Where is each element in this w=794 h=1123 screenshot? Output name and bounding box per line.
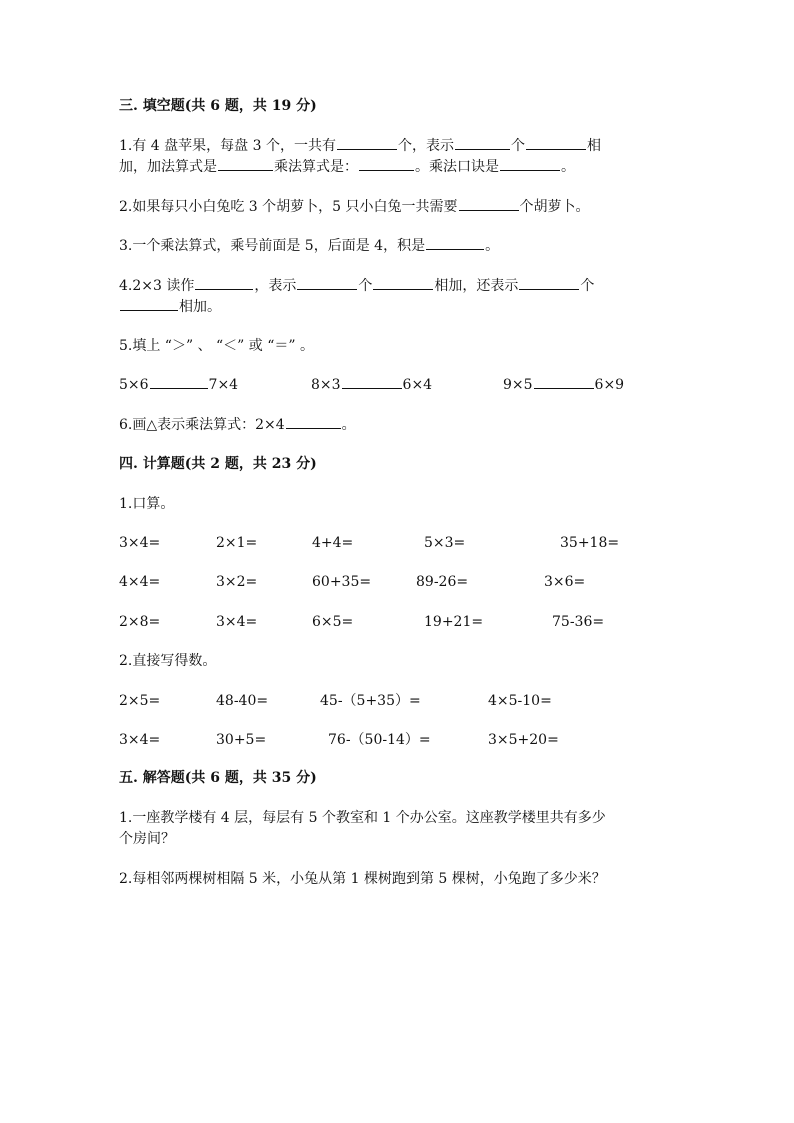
question-text: 相加，还表示 [434,278,519,294]
question-3-2 [119,197,590,217]
calc-item: 4×4= [119,574,161,590]
compare-item [311,375,432,395]
answer-blank[interactable] [150,375,208,389]
question-4-1 [119,494,174,514]
question-number: 3. [119,238,133,254]
compare-item [119,375,238,395]
calc-item: 3×2= [216,574,258,590]
calc-item: 45-（5+35）= [320,693,421,709]
calc-item: 60+35= [312,574,372,590]
question-3-6 [119,415,356,435]
section-3-title: 三. 填空题(共 6 题，共 19 分) [119,98,317,114]
calc-item: 2×1= [216,535,258,551]
question-number: 6. [119,417,133,433]
question-5-1-line-1 [119,808,606,828]
question-text: 如果每只小白兔吃 3 个胡萝卜，5 只小白兔一共需要 [132,199,458,215]
calc-item: 3×4= [119,732,161,748]
calc-item: 30+5= [216,732,267,748]
answer-blank[interactable] [455,136,510,150]
question-text: 。 [341,417,356,433]
question-text: 。 [561,159,575,175]
question-number: 5. [119,338,133,354]
question-text: 有 4 盘苹果，每盘 3 个，一共有 [132,138,336,154]
question-4-2 [119,651,216,671]
calc-item: 19+21= [424,614,484,630]
answer-blank[interactable] [337,136,397,150]
answer-blank[interactable] [120,297,178,311]
answer-blank[interactable] [500,157,560,171]
answer-blank[interactable] [426,236,484,250]
section-4-title: 四. 计算题(共 2 题，共 23 分) [119,456,317,472]
question-text: 乘法算式是： [274,159,358,175]
question-number: 1. [119,138,133,154]
question-text: 一个乘法算式，乘号前面是 5，后面是 4，积是 [132,238,426,254]
question-number: 2. [119,653,133,669]
section-5-title: 五. 解答题(共 6 题，共 35 分) [119,770,317,786]
question-text: 个，表示 [397,138,454,154]
calc-item: 48-40= [216,693,269,709]
calc-item: 3×4= [119,535,161,551]
answer-blank[interactable] [359,157,414,171]
compare-left: 8×3 [311,377,341,393]
calc-item: 3×5+20= [488,732,559,748]
answer-blank[interactable] [373,276,433,290]
question-text: 个 [358,278,373,294]
question-3-1-line-2 [119,157,575,177]
calc-item: 4+4= [312,535,354,551]
answer-blank[interactable] [286,415,341,429]
question-text: 填上 “＞” 、 “＜” 或 “＝” 。 [132,338,315,354]
answer-blank[interactable] [526,136,586,150]
question-3-1-line-1 [119,136,601,156]
compare-right: 7×4 [208,377,239,393]
answer-blank[interactable] [519,276,579,290]
question-text: 个 [510,138,525,154]
question-text: 2×3 读作 [132,278,195,294]
question-text: 。 [485,238,500,254]
question-text: 。乘法口诀是 [415,159,499,175]
question-text: 相 [586,138,601,154]
question-3-5 [119,336,314,356]
compare-left: 9×5 [503,377,533,393]
question-text: 画△表示乘法算式：2×4 [132,417,285,433]
calc-item: 2×8= [119,614,161,630]
calc-item: 4×5-10= [488,693,552,709]
question-text: 一座教学楼有 4 层，每层有 5 个教室和 1 个办公室。这座教学楼里共有多少 [132,810,606,826]
calc-item: 3×6= [544,574,586,590]
question-number: 1. [119,810,133,826]
question-3-4-line-1 [119,276,594,296]
question-5-1-line-2: 个房间？ [119,831,175,847]
answer-blank[interactable] [195,276,253,290]
compare-left: 5×6 [119,377,149,393]
calc-item: 76-（50-14）= [328,732,431,748]
calc-item: 2×5= [119,693,161,709]
calc-item: 5×3= [424,535,466,551]
question-text: ，表示 [254,278,297,294]
question-text: 每相邻两棵树相隔 5 米，小兔从第 1 棵树跑到第 5 棵树，小兔跑了多少米？ [132,871,606,887]
answer-blank[interactable] [459,197,519,211]
compare-right: 6×4 [402,377,433,393]
question-text: 直接写得数。 [132,653,217,669]
compare-item [503,375,624,395]
answer-blank[interactable] [218,157,273,171]
question-number: 4. [119,278,133,294]
answer-blank[interactable] [342,375,402,389]
question-number: 1. [119,496,133,512]
question-text: 口算。 [132,496,175,512]
question-number: 2. [119,871,133,887]
calc-item: 3×4= [216,614,258,630]
calc-item: 89-26= [416,574,469,590]
question-text: 个胡萝卜。 [519,199,590,215]
question-3-4-line-2 [119,297,221,317]
question-text: 个 [580,278,595,294]
calc-item: 75-36= [552,614,605,630]
calc-item: 6×5= [312,614,354,630]
compare-right: 6×9 [594,377,625,393]
question-number: 2. [119,199,133,215]
question-text: 相加。 [179,299,221,315]
answer-blank[interactable] [534,375,594,389]
answer-blank[interactable] [297,276,357,290]
question-text: 加，加法算式是 [119,159,217,175]
calc-item: 35+18= [560,535,620,551]
question-5-2 [119,869,606,889]
question-3-3 [119,236,499,256]
